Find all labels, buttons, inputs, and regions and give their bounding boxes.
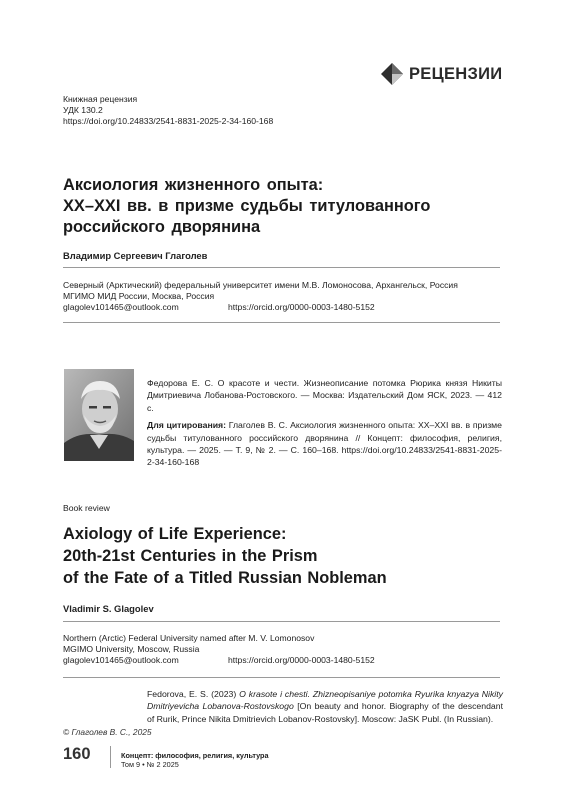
affiliation-line: Северный (Арктический) федеральный университет имени М.В. Ломоносова, Архангельск, Россия xyxy=(63,280,458,290)
title-line: of the Fate of a Titled Russian Nobleman xyxy=(63,569,387,587)
doi-link[interactable]: https://doi.org/10.24833/2541-8831-2025-2-34-160-168 xyxy=(63,116,274,126)
affiliation-block-en xyxy=(63,633,503,666)
divider xyxy=(63,322,500,323)
title-line: Аксиология жизненного опыта: xyxy=(63,176,324,194)
reference-part: Fedorova, E. S. (2023) xyxy=(147,689,240,699)
author-email[interactable]: glagolev101465@outlook.com xyxy=(63,655,179,665)
book-reference: Федорова Е. С. О красоте и чести. Жизнеописание потомка Рюрика князя Никиты Дмитриевича Лобанова-Ростовского. — Москва: Издательский Дом ЯСК, 2023. — 412 с. xyxy=(147,378,502,413)
author-orcid[interactable]: https://orcid.org/0000-0003-1480-5152 xyxy=(228,302,375,312)
citation-text: Глаголев В. С. Аксиология жизненного опыта: XX–XXI вв. в призме судьбы титулованного российского дворянина // Концепт: философия, религия, культура. — 2025. — Т. 9, № 2. — С. 160–168. https://doi.org/10.24833/2541-8831-2025-2-34-160-168 xyxy=(147,420,502,468)
article-type: Книжная рецензия xyxy=(63,94,138,104)
journal-issue: Том 9 • № 2 2025 xyxy=(121,760,179,770)
citation-label: Для цитирования: xyxy=(147,420,227,431)
title-line: XX–XXI вв. в призме судьбы титулованного xyxy=(63,197,431,215)
author-photo xyxy=(64,369,134,461)
author-orcid[interactable]: https://orcid.org/0000-0003-1480-5152 xyxy=(228,655,375,665)
article-title-en xyxy=(63,523,387,589)
diamond-icon xyxy=(380,62,404,86)
title-line: 20th-21st Centuries in the Prism xyxy=(63,547,318,565)
copyright: © Глаголев В. С., 2025 xyxy=(63,727,152,737)
journal-info xyxy=(121,751,269,769)
author-name-en: Vladimir S. Glagolev xyxy=(63,603,154,614)
article-type-en: Book review xyxy=(63,503,110,513)
affiliation-block-ru xyxy=(63,280,503,313)
contact-row xyxy=(63,655,503,666)
section-title: РЕЦЕНЗИИ xyxy=(409,64,503,83)
title-line: Axiology of Life Experience: xyxy=(63,525,287,543)
divider xyxy=(63,677,500,678)
footer-divider xyxy=(110,746,111,768)
affiliation-line: МГИМО МИД России, Москва, Россия xyxy=(63,291,215,301)
affiliation-line: MGIMO University, Moscow, Russia xyxy=(63,644,200,654)
review-info xyxy=(147,377,502,469)
divider xyxy=(63,267,500,268)
article-title-ru xyxy=(63,175,430,238)
affiliation-line: Northern (Arctic) Federal University named after M. V. Lomonosov xyxy=(63,633,315,643)
book-reference-en xyxy=(147,688,503,725)
author-email[interactable]: glagolev101465@outlook.com xyxy=(63,302,179,312)
divider xyxy=(63,621,500,622)
journal-name: Концепт: философия, религия, культура xyxy=(121,751,269,760)
contact-row xyxy=(63,302,503,313)
udc-code: УДК 130.2 xyxy=(63,105,103,115)
page-number: 160 xyxy=(63,745,91,763)
title-line: российского дворянина xyxy=(63,218,261,236)
section-logo xyxy=(380,62,502,86)
author-name-ru: Владимир Сергеевич Глаголев xyxy=(63,250,208,261)
reference-part: [On beauty and honor. Biography of the descendant of Rurik, Prince Nikita Dmitrievich Lobanov-Rostovsky]. Moscow: JaSK Publ. (In Russian). xyxy=(147,701,503,724)
meta-block-ru xyxy=(63,94,273,127)
reference-title: O krasote i chesti. Zhizneopisaniye potomka Ryurika knyazya Nikity Dmitriyevicha Lobanova-Rostovskogo xyxy=(147,689,503,712)
citation xyxy=(147,419,502,469)
